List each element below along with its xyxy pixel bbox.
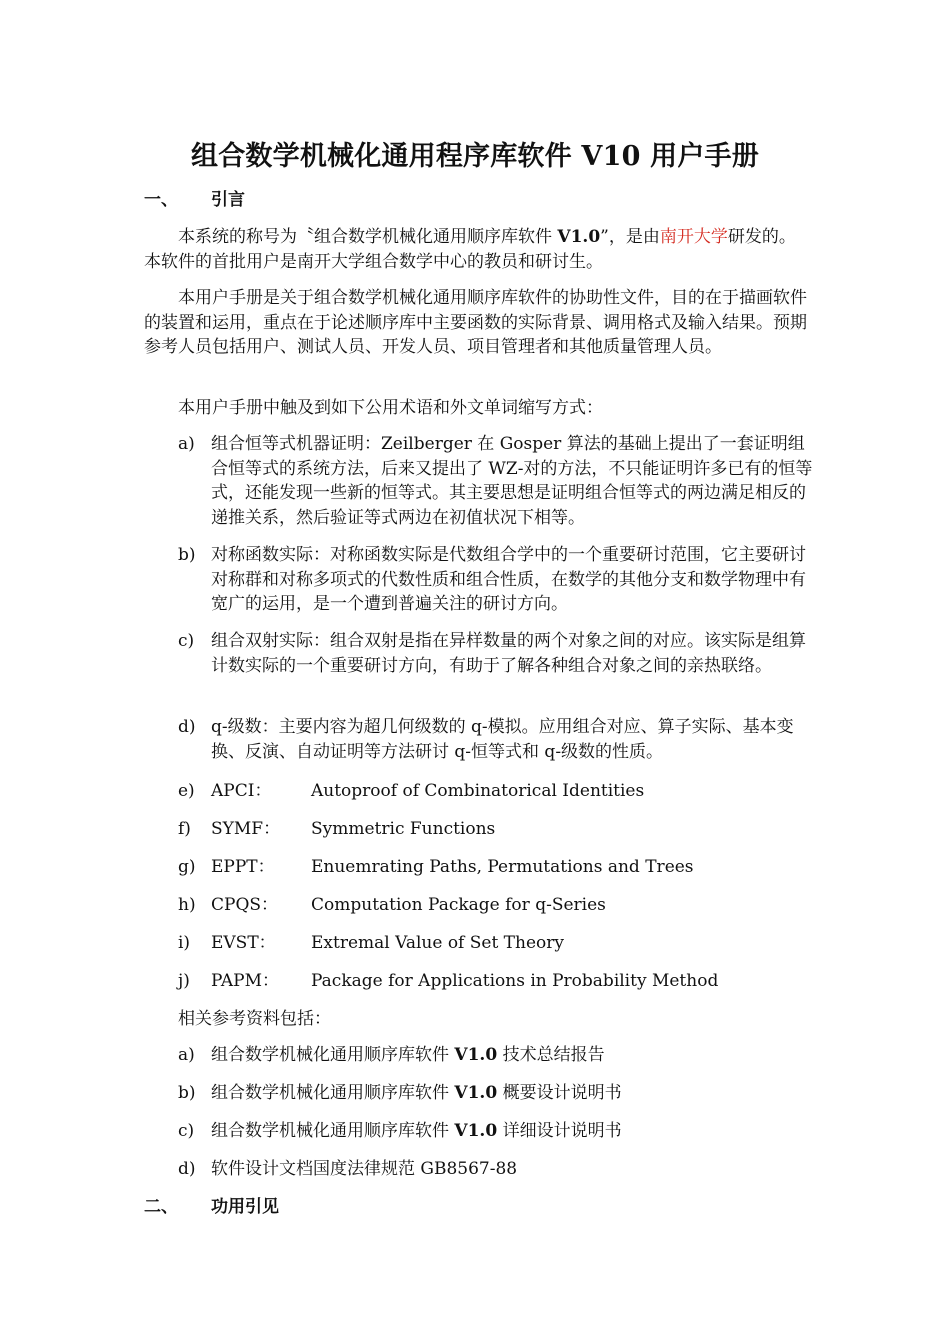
intro-paragraph-1 — [144, 225, 809, 274]
list-marker: i) — [178, 933, 191, 953]
section-label: 功用引见 — [211, 1197, 279, 1217]
abbr-full-name: Enuemrating Paths, Permutations and Trees — [311, 857, 694, 877]
section-label: 引言 — [211, 190, 245, 210]
list-marker: f) — [178, 819, 191, 839]
abbr-code: CPQS： — [211, 895, 279, 915]
list-marker: g) — [178, 857, 196, 877]
list-marker: a) — [178, 1045, 195, 1065]
term-item-b — [178, 543, 818, 617]
abbr-full-name: Package for Applications in Probability Method — [311, 971, 719, 991]
intro-p1-text-a: 本系统的称号为〝组合数学机械化通用顺序库软件 — [178, 227, 558, 247]
page-title: 组合数学机械化通用程序库软件 V10 用户手册 — [191, 141, 759, 172]
reference-version: V1.0 — [454, 1045, 498, 1065]
term-text: 组合恒等式机器证明：Zeilberger 在 Gosper 算法的基础上提出了一套证明组合恒等式的系统方法，后来又提出了 WZ-对的方法，不只能证明许多已有的恒等式，还能发现一些新的恒等式。其主要思想是证明组合恒等式的两边满足相反的递推关系，然后验证等式两边在初值状况下相等。 — [211, 434, 813, 528]
list-marker: d) — [178, 1159, 196, 1179]
reference-title: 组合数学机械化通用顺序库软件 — [211, 1045, 455, 1065]
intro-p1-text-b: ”，是由 — [600, 227, 660, 247]
section-number: 一、 — [144, 190, 178, 210]
list-marker: e) — [178, 781, 195, 801]
list-marker: c) — [178, 631, 195, 651]
term-item-c — [178, 629, 818, 678]
term-item-d — [178, 715, 818, 764]
reference-title: 组合数学机械化通用顺序库软件 — [211, 1121, 455, 1141]
abbr-code: EVST： — [211, 933, 276, 953]
term-text: q-级数：主要内容为超几何级数的 q-模拟。应用组合对应、算子实际、基本变换、反演、自动证明等方法研讨 q-恒等式和 q-级数的性质。 — [211, 717, 794, 762]
university-link[interactable]: 南开大学 — [659, 227, 728, 247]
reference-title: 软件设计文档国度法律规范 GB8567-88 — [211, 1159, 518, 1179]
reference-text — [211, 1119, 818, 1144]
reference-title: 组合数学机械化通用顺序库软件 — [211, 1083, 455, 1103]
reference-item-c — [178, 1119, 818, 1144]
list-marker: j) — [178, 971, 190, 991]
reference-item-b — [178, 1081, 818, 1106]
abbr-code: SYMF： — [211, 819, 281, 839]
reference-version: V1.0 — [454, 1121, 498, 1141]
list-marker: d) — [178, 717, 196, 737]
abbr-full-name: Computation Package for q-Series — [311, 895, 606, 915]
abbr-full-name: Autoproof of Combinatorical Identities — [311, 781, 645, 801]
reference-item-a — [178, 1043, 818, 1068]
version-bold: V1.0 — [557, 227, 601, 247]
term-text: 对称函数实际：对称函数实际是代数组合学中的一个重要研讨范围，它主要研讨对称群和对称多项式的代数性质和组合性质，在数学的其他分支和数学物理中有宽广的运用，是一个遭到普遍关注的研讨方向。 — [211, 545, 806, 614]
section-number: 二、 — [144, 1197, 178, 1217]
reference-text — [211, 1081, 818, 1106]
list-marker: b) — [178, 545, 196, 565]
reference-doc-type: 概要设计说明书 — [497, 1083, 622, 1103]
list-marker: h) — [178, 895, 196, 915]
intro-paragraph-2: 本用户手册是关于组合数学机械化通用顺序库软件的协助性文件，目的在于描画软件的装置和运用，重点在于论述顺序库中主要函数的实际背景、调用格式及输入结果。预期参考人员包括用户、测试人员、开发人员、项目管理者和其他质量管理人员。 — [144, 288, 807, 357]
term-item-a — [178, 432, 818, 530]
list-marker: b) — [178, 1083, 196, 1103]
reference-text — [211, 1043, 818, 1068]
intro-paragraph-3: 本用户手册中触及到如下公用术语和外文单词缩写方式： — [178, 398, 603, 418]
reference-doc-type: 详细设计说明书 — [497, 1121, 622, 1141]
reference-item-d — [178, 1157, 818, 1182]
abbr-code: PAPM： — [211, 971, 279, 991]
abbr-code: APCI： — [211, 781, 272, 801]
term-text: 组合双射实际：组合双射是指在异样数量的两个对象之间的对应。该实际是组算计数实际的一个重要研讨方向，有助于了解各种组合对象之间的亲热联络。 — [211, 631, 806, 676]
section-heading-features — [144, 1195, 279, 1219]
intro-p1-text-c: 研发的。本软件的首批用户是南开大学组合数学中心的教员和研讨生。 — [144, 227, 796, 272]
abbr-full-name: Symmetric Functions — [311, 819, 496, 839]
reference-text — [211, 1157, 818, 1182]
references-intro: 相关参考资料包括： — [178, 1009, 331, 1029]
abbr-full-name: Extremal Value of Set Theory — [311, 933, 564, 953]
list-marker: c) — [178, 1121, 195, 1141]
reference-doc-type: 技术总结报告 — [497, 1045, 605, 1065]
list-marker: a) — [178, 434, 195, 454]
abbr-code: EPPT： — [211, 857, 275, 877]
reference-version: V1.0 — [454, 1083, 498, 1103]
section-heading-intro — [144, 188, 245, 212]
